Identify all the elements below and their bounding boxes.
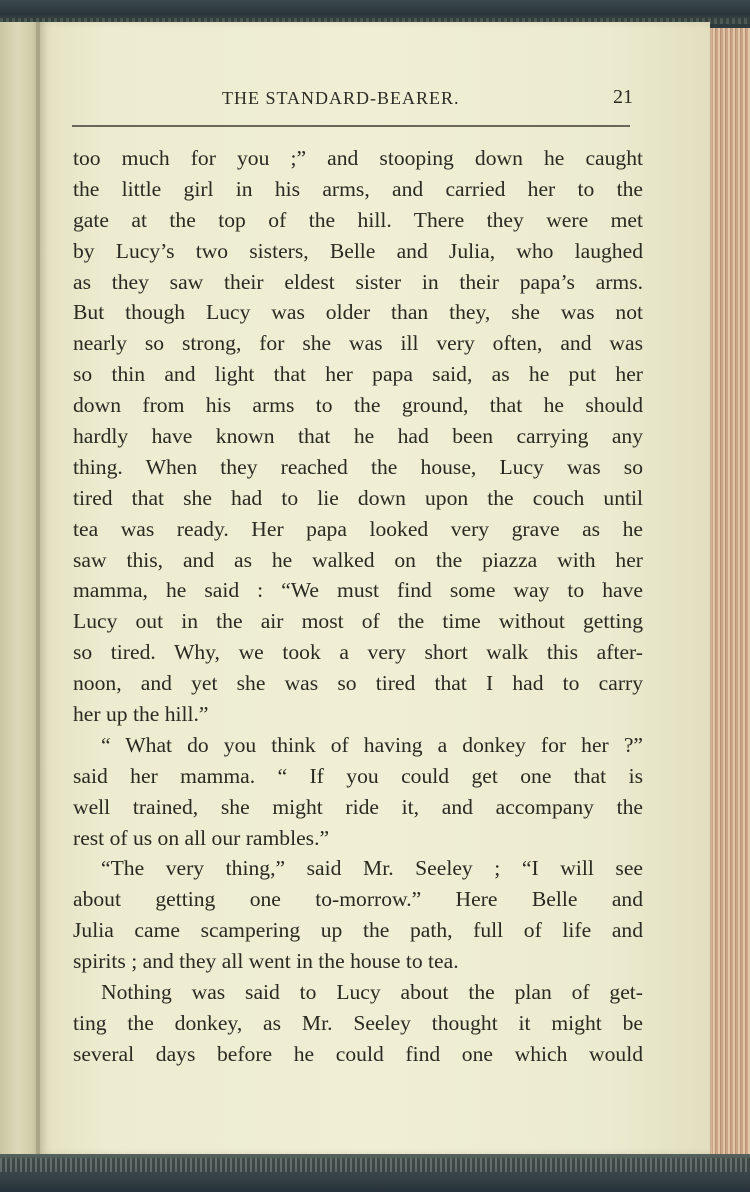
text-line: her up the hill.”	[73, 702, 209, 727]
text-line: too much for you ;” and stooping down he caught	[73, 146, 643, 170]
text-line: the little girl in his arms, and carried her to the	[73, 176, 643, 201]
text-line: as they saw their eldest sister in their papa’s arms.	[73, 269, 643, 294]
body-text	[73, 143, 643, 1070]
text-line: spirits ; and they all went in the house to tea.	[73, 949, 459, 974]
text-line: “ What do you think of having a donkey for her ?”	[101, 732, 643, 757]
text-line: thing. When they reached the house, Lucy was so	[73, 454, 643, 479]
text-line: noon, and yet she was so tired that I had to carry	[73, 671, 643, 696]
page-number: 21	[613, 86, 633, 108]
text-line: down from his arms to the ground, that he should	[73, 393, 643, 418]
text-line: mamma, he said : “We must find some way to have	[73, 578, 643, 603]
previous-page-edge	[0, 22, 40, 1154]
text-line: hardly have known that he had been carrying any	[73, 424, 643, 449]
text-line: Lucy out in the air most of the time without getting	[73, 609, 643, 634]
text-line: nearly so strong, for she was ill very often, and was	[73, 331, 643, 356]
text-line: so thin and light that her papa said, as he put her	[73, 362, 643, 387]
book-binding-bottom	[0, 1154, 750, 1192]
page-stack-edge	[706, 28, 750, 1158]
text-line: saw this, and as he walked on the piazza with her	[73, 547, 643, 572]
text-line: rest of us on all our rambles.”	[73, 825, 330, 850]
text-line: tea was ready. Her papa looked very grave as he	[73, 516, 643, 541]
text-line: by Lucy’s two sisters, Belle and Julia, who laughed	[73, 238, 643, 263]
text-line: Nothing was said to Lucy about the plan of get-	[101, 980, 643, 1005]
book-binding-top	[0, 0, 750, 24]
text-line: well trained, she might ride it, and accompany the	[73, 794, 643, 819]
text-line: said her mamma. “ If you could get one that is	[73, 763, 643, 788]
header-rule	[72, 125, 630, 127]
text-line: about getting one to-morrow.” Here Belle and	[73, 887, 643, 912]
text-line: gate at the top of the hill. There they were met	[73, 207, 643, 232]
text-line: so tired. Why, we took a very short walk this after-	[73, 640, 643, 665]
text-line: several days before he could find one which would	[73, 1041, 643, 1066]
text-line: “The very thing,” said Mr. Seeley ; “I will see	[101, 856, 643, 881]
text-line: tired that she had to lie down upon the couch until	[73, 485, 643, 510]
text-line: But though Lucy was older than they, she was not	[73, 300, 643, 325]
text-line: ting the donkey, as Mr. Seeley thought it might be	[73, 1010, 643, 1035]
running-head: THE STANDARD-BEARER.	[222, 88, 460, 108]
text-line: Julia came scampering up the path, full of life and	[73, 918, 643, 943]
